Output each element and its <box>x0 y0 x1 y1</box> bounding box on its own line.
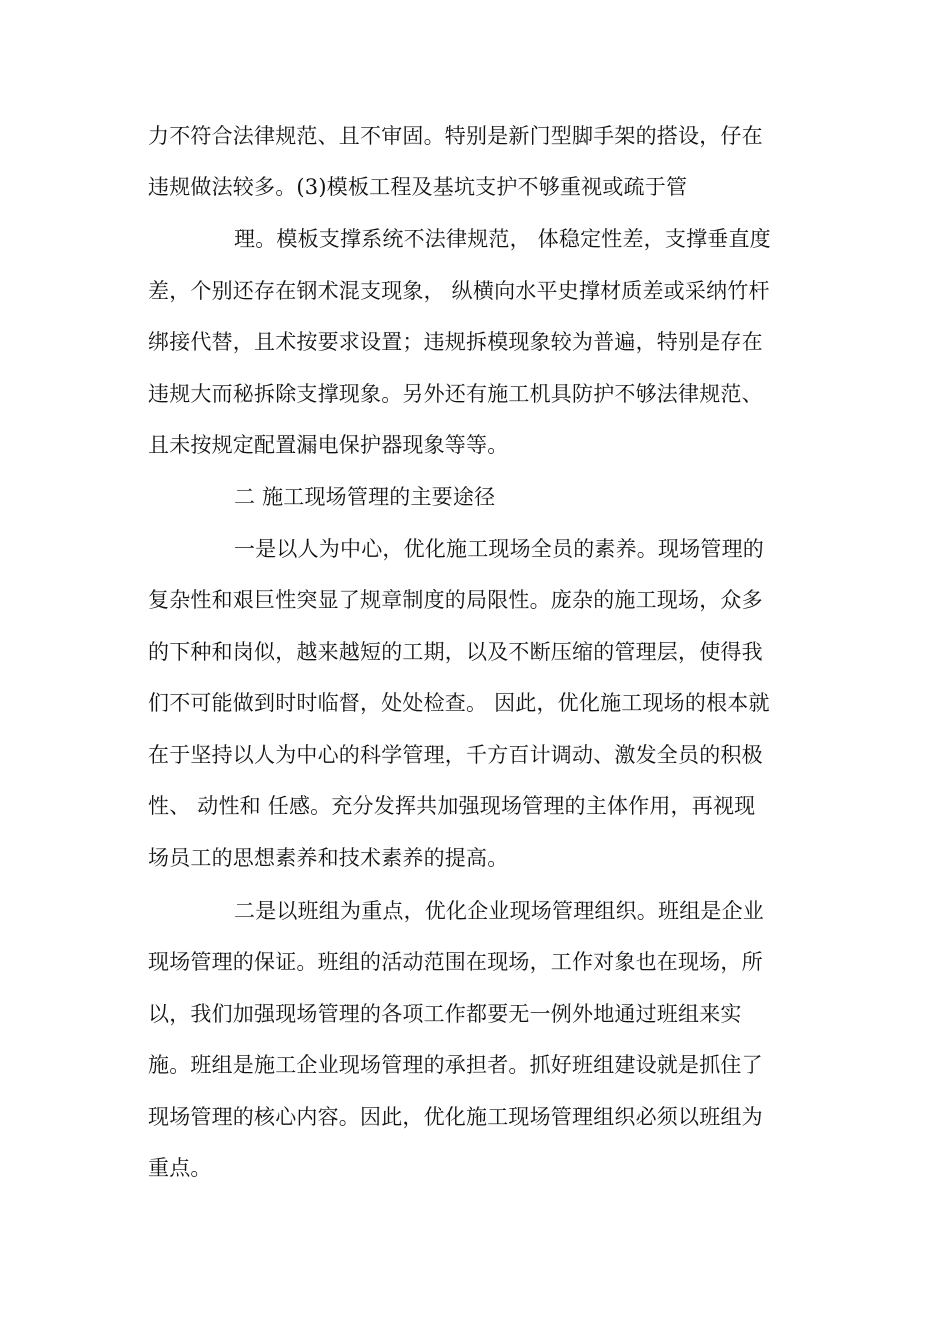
text-line-20: 现场管理的核心内容。因此，优化施工现场管理组织必须以班组为 <box>148 1105 763 1129</box>
text-line-12: 们不可能做到时时临督，处处检查。 因此，优化施工现场的根本就 <box>148 691 770 715</box>
text-line-9: 一是以人为中心，优化施工现场全员的素养。现场管理的 <box>234 537 764 561</box>
text-line-6: 违规大而秘拆除支撑现象。另外还有施工机具防护不够法律规范、 <box>148 382 763 406</box>
text-line-18: 以，我们加强现场管理的各项工作都要无一例外地通过班组来实 <box>148 1002 742 1026</box>
text-line-15: 场员工的思想素养和技术素养的提高。 <box>148 846 509 870</box>
text-line-2: 违规做法较多。(3)模板工程及基坑支护不够重视或疏于管 <box>148 175 688 199</box>
text-line-10: 复杂性和艰巨性突显了规章制度的局限性。庞杂的施工现场，众多 <box>148 588 763 612</box>
text-line-21: 重点。 <box>148 1156 212 1180</box>
text-line-4: 差，个别还存在钢术混支现象， 纵横向水平史撑材质差或采纳竹杆 <box>148 279 770 303</box>
text-line-14: 性、 动性和 任感。充分发挥共加强现场管理的主体作用，再视现 <box>148 794 756 818</box>
text-line-17: 现场管理的保证。班组的活动范围在现场，工作对象也在现场，所 <box>148 950 763 974</box>
text-line-3: 理。模板支撑系统不法律规范， 体稳定性差，支撑垂直度 <box>234 227 771 251</box>
text-line-16: 二是以班组为重点，优化企业现场管理组织。班组是企业 <box>234 899 764 923</box>
text-line-1: 力不符合法律规范、且不审固。特别是新门型脚手架的搭设，仔在 <box>148 124 763 148</box>
text-line-5: 绑接代替，且术按要求设置；违规拆模现象较为普遍，特别是存在 <box>148 330 763 354</box>
text-line-19: 施。班组是施工企业现场管理的承担者。抓好班组建设就是抓住了 <box>148 1053 763 1077</box>
text-line-11: 的下种和岗似，越来越短的工期，以及不断压缩的管理层，使得我 <box>148 640 763 664</box>
section-heading: 二 施工现场管理的主要途径 <box>234 485 496 509</box>
text-line-7: 且未按规定配置漏电保护器现象等等。 <box>148 433 509 457</box>
text-line-13: 在于坚持以人为中心的科学管理，千方百计调动、激发全员的积极 <box>148 743 763 767</box>
